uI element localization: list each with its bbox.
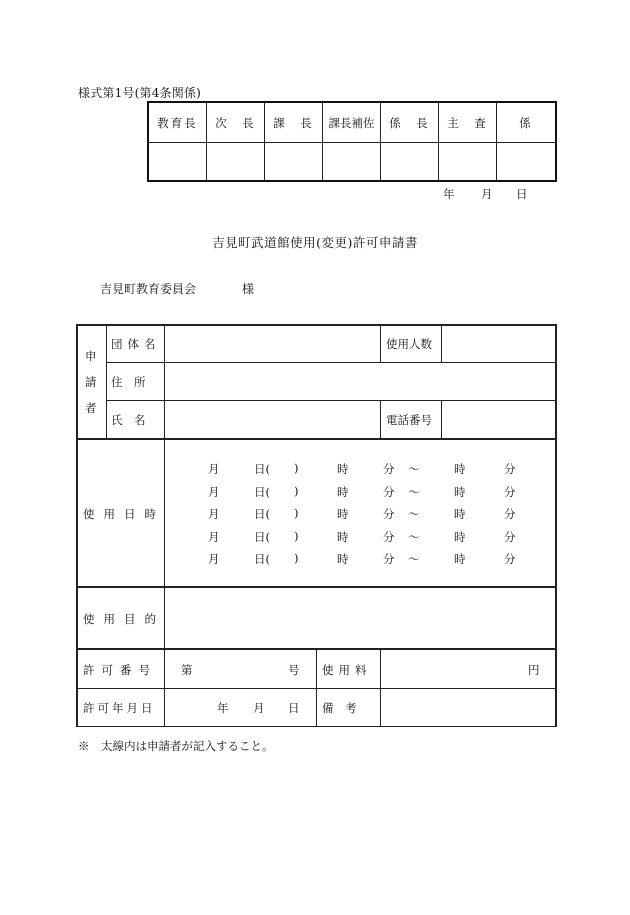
datetime-day-open-label: 日( bbox=[254, 484, 270, 499]
datetime-day-close-label: ) bbox=[294, 528, 299, 543]
approval-header-5: 係 長 bbox=[381, 103, 439, 143]
datetime-end-minute-label: 分 bbox=[504, 507, 516, 521]
approval-header-3: 課 長 bbox=[265, 103, 323, 143]
usage-purpose-label: 使用目的 bbox=[83, 612, 165, 626]
datetime-day-close-label: ) bbox=[294, 461, 299, 475]
applicant-label-2: 請 bbox=[85, 375, 97, 389]
datetime-day-open-label: 日( bbox=[254, 529, 270, 544]
datetime-tilde-label: 〜 bbox=[408, 507, 420, 521]
datetime-start-hour-label: 時 bbox=[337, 484, 349, 499]
remarks-field[interactable] bbox=[382, 689, 554, 726]
datetime-day-open-label: 日( bbox=[254, 507, 270, 521]
approval-stamp-cell[interactable] bbox=[265, 143, 323, 180]
datetime-end-hour-label: 時 bbox=[454, 462, 466, 476]
datetime-end-hour-label: 時 bbox=[454, 552, 466, 566]
table-divider bbox=[441, 324, 442, 362]
approval-header-6: 主 査 bbox=[439, 103, 497, 143]
phone-field[interactable] bbox=[443, 401, 554, 438]
permit-date-month: 月 bbox=[253, 701, 265, 715]
datetime-start-minute-label: 分 bbox=[383, 507, 395, 521]
datetime-day-open-label: 日( bbox=[254, 462, 270, 476]
datetime-month-label: 月 bbox=[208, 462, 220, 476]
honorific: 様 bbox=[242, 282, 255, 296]
table-divider bbox=[316, 650, 317, 727]
permit-date-year: 年 bbox=[217, 701, 229, 715]
datetime-start-minute-label: 分 bbox=[383, 529, 395, 544]
datetime-end-hour-label: 時 bbox=[454, 507, 466, 521]
datetime-start-hour-label: 時 bbox=[337, 462, 349, 476]
datetime-start-hour-label: 時 bbox=[337, 507, 349, 521]
datetime-day-close-label: ) bbox=[294, 551, 299, 565]
form-number-label: 様式第1号(第4条関係) bbox=[78, 86, 202, 100]
date-month-label: 月 bbox=[481, 187, 493, 201]
fee-label: 使用料 bbox=[322, 663, 372, 677]
table-border bbox=[76, 438, 557, 440]
datetime-start-hour-label: 時 bbox=[337, 552, 349, 566]
table-divider bbox=[380, 324, 381, 362]
table-divider bbox=[380, 400, 381, 438]
permit-number-label: 許可番号 bbox=[83, 663, 157, 677]
usage-datetime-label: 使用日時 bbox=[83, 507, 165, 521]
approval-header-1: 教育長 bbox=[149, 103, 207, 143]
datetime-month-label: 月 bbox=[208, 552, 220, 566]
table-border bbox=[76, 324, 78, 727]
address-label: 住 所 bbox=[111, 375, 146, 389]
approval-stamp-cell[interactable] bbox=[149, 143, 207, 180]
table-divider bbox=[380, 650, 381, 727]
name-field[interactable] bbox=[166, 401, 379, 438]
address-field[interactable] bbox=[166, 363, 554, 400]
datetime-month-label: 月 bbox=[208, 484, 220, 499]
datetime-tilde-label: 〜 bbox=[408, 529, 420, 544]
name-label: 氏 名 bbox=[111, 413, 146, 427]
approval-stamp-cell[interactable] bbox=[207, 143, 265, 180]
people-count-label: 使用人数 bbox=[386, 337, 432, 351]
table-divider bbox=[441, 400, 442, 438]
usage-purpose-field[interactable] bbox=[166, 588, 554, 648]
permit-number-prefix: 第 bbox=[181, 663, 193, 677]
group-name-field[interactable] bbox=[166, 326, 379, 362]
document-title: 吉見町武道館使用(変更)許可申請書 bbox=[212, 235, 418, 250]
remarks-label: 備 考 bbox=[322, 701, 357, 715]
date-day-label: 日 bbox=[516, 187, 528, 201]
approval-header-4: 課長補佐 bbox=[323, 103, 381, 143]
addressee: 吉見町教育委員会 bbox=[100, 282, 197, 296]
application-table bbox=[76, 324, 557, 727]
datetime-start-minute-label: 分 bbox=[383, 484, 395, 499]
datetime-day-close-label: ) bbox=[294, 506, 299, 520]
date-year-label: 年 bbox=[443, 187, 455, 201]
permit-number-suffix: 号 bbox=[288, 663, 300, 677]
fee-unit: 円 bbox=[528, 663, 540, 677]
permit-date-label: 許可年月日 bbox=[83, 701, 156, 715]
datetime-month-label: 月 bbox=[208, 529, 220, 544]
datetime-day-open-label: 日( bbox=[254, 552, 270, 566]
datetime-start-hour-label: 時 bbox=[337, 529, 349, 544]
applicant-label-1: 申 bbox=[85, 349, 97, 363]
footnote: ※ 太線内は申請者が記入すること。 bbox=[78, 739, 274, 753]
datetime-day-close-label: ) bbox=[294, 483, 299, 498]
approval-header-7: 係 bbox=[497, 103, 555, 143]
approval-stamp-cell[interactable] bbox=[497, 143, 555, 180]
phone-label: 電話番号 bbox=[386, 413, 432, 427]
table-divider bbox=[164, 324, 165, 650]
table-divider bbox=[106, 324, 107, 438]
approval-stamp-cell[interactable] bbox=[323, 143, 381, 180]
approval-stamp-cell[interactable] bbox=[439, 143, 497, 180]
datetime-end-minute-label: 分 bbox=[504, 462, 516, 476]
datetime-start-minute-label: 分 bbox=[383, 462, 395, 476]
datetime-month-label: 月 bbox=[208, 507, 220, 521]
datetime-end-minute-label: 分 bbox=[504, 552, 516, 566]
datetime-tilde-label: 〜 bbox=[408, 552, 420, 566]
approval-stamp-cell[interactable] bbox=[381, 143, 439, 180]
datetime-end-hour-label: 時 bbox=[454, 529, 466, 544]
datetime-start-minute-label: 分 bbox=[383, 552, 395, 566]
datetime-tilde-label: 〜 bbox=[408, 462, 420, 476]
datetime-end-hour-label: 時 bbox=[454, 484, 466, 499]
table-divider bbox=[164, 650, 165, 727]
applicant-label-3: 者 bbox=[85, 401, 97, 415]
datetime-tilde-label: 〜 bbox=[408, 484, 420, 499]
people-count-field[interactable] bbox=[443, 326, 554, 362]
datetime-end-minute-label: 分 bbox=[504, 529, 516, 544]
datetime-end-minute-label: 分 bbox=[504, 484, 516, 499]
table-border bbox=[555, 324, 557, 727]
approval-header-2: 次 長 bbox=[207, 103, 265, 143]
approval-stamp-table bbox=[147, 101, 557, 182]
group-name-label: 団体名 bbox=[111, 337, 161, 351]
permit-date-day: 日 bbox=[288, 701, 300, 715]
